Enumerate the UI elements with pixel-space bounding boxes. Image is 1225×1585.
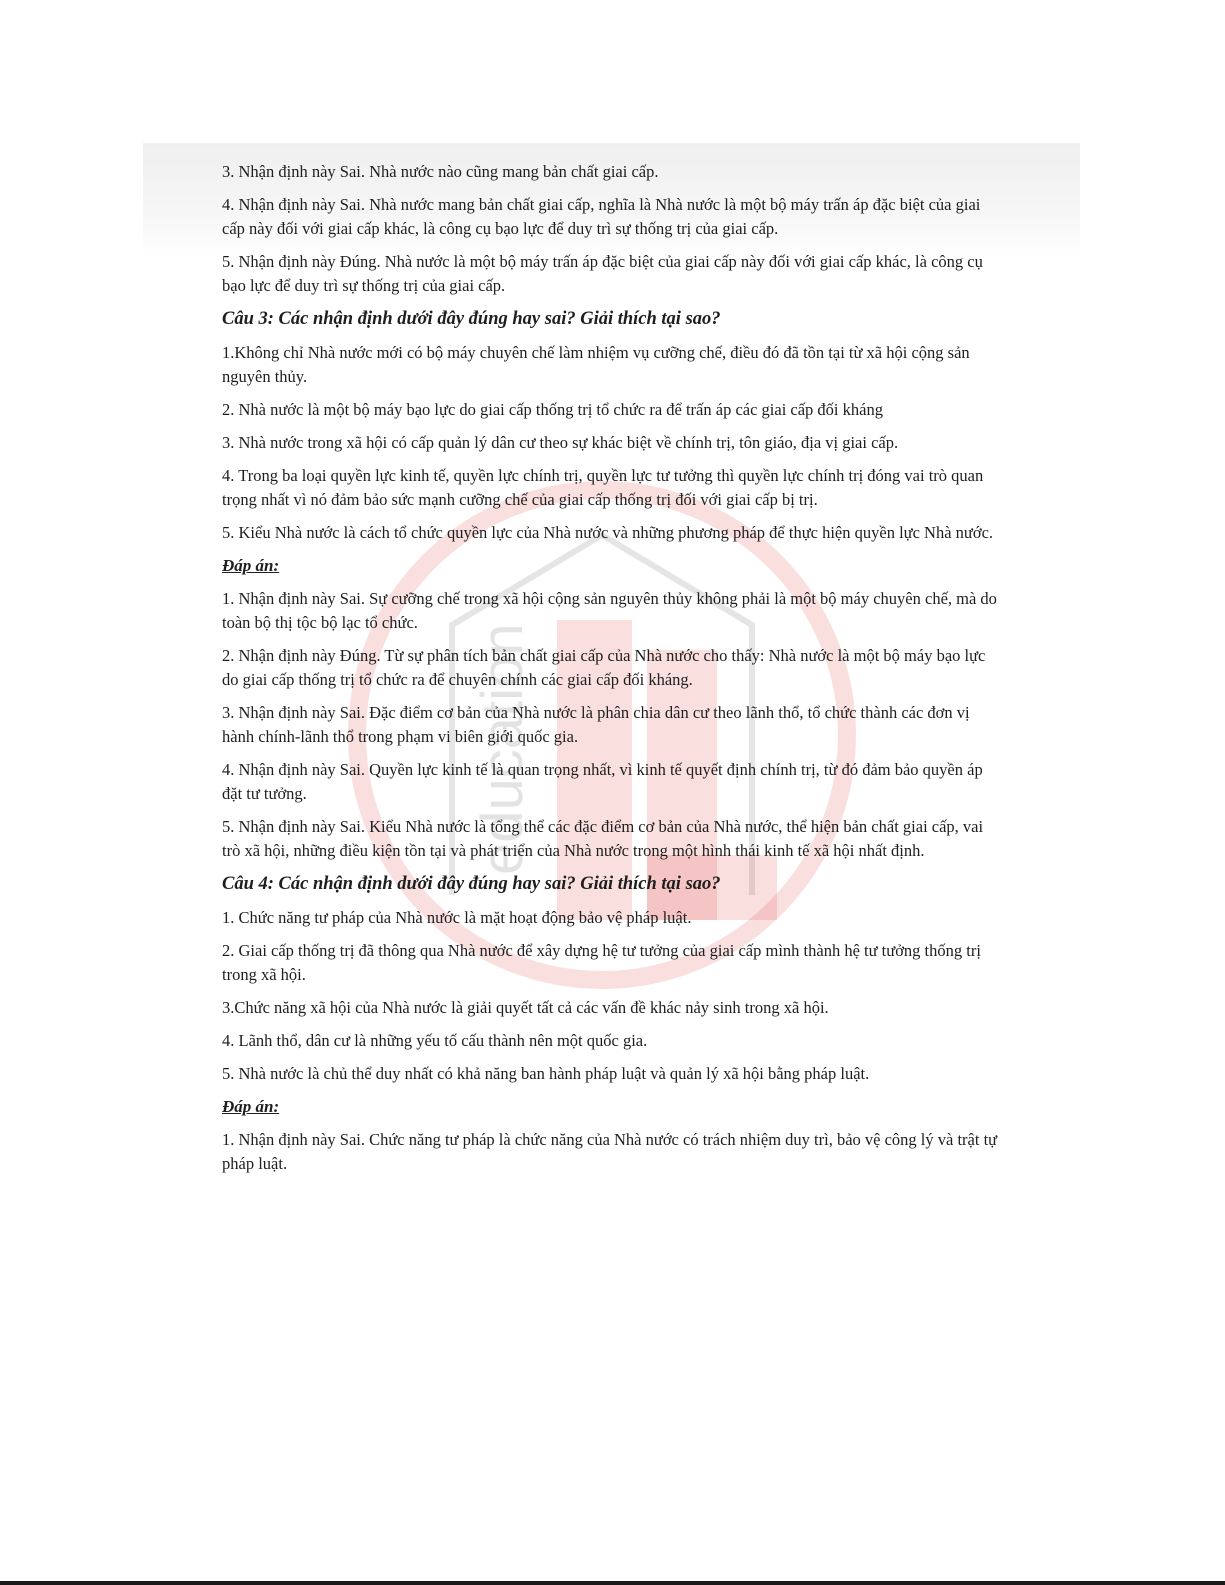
paragraph: 4. Lãnh thổ, dân cư là những yếu tố cấu thành nên một quốc gia. bbox=[222, 1031, 648, 1050]
paragraph: 3. Nhận định này Sai. Nhà nước nào cũng mang bản chất giai cấp. bbox=[222, 162, 659, 181]
paragraph: 5. Nhà nước là chủ thể duy nhất có khả năng ban hành pháp luật và quản lý xã hội bằng pháp luật. bbox=[222, 1064, 870, 1083]
paragraph: 1. Chức năng tư pháp của Nhà nước là mặt hoạt động bảo vệ pháp luật. bbox=[222, 908, 692, 927]
watermark-text: education bbox=[470, 623, 535, 875]
paragraph: 1. Nhận định này Sai. Sự cưỡng chế trong xã hội cộng sản nguyên thủy không phải là một bộ máy chuyên chế, mà do toàn bộ thị tộc bộ lạc tổ chức. bbox=[222, 589, 997, 632]
paragraph: 3.Chức năng xã hội của Nhà nước là giải quyết tất cả các vấn đề khác nảy sinh trong xã hội. bbox=[222, 998, 829, 1017]
paragraph: 2. Giai cấp thống trị đã thông qua Nhà nước để xây dựng hệ tư tưởng của giai cấp mình thành hệ tư tưởng thống trị trong xã hội. bbox=[222, 941, 981, 984]
answer-heading: Đáp án: bbox=[222, 1097, 280, 1116]
paragraph: 2. Nhà nước là một bộ máy bạo lực do giai cấp thống trị tổ chức ra để trấn áp các giai cấp đối kháng bbox=[222, 400, 883, 419]
answer-heading: Đáp án: bbox=[222, 556, 280, 575]
paragraph: 1. Nhận định này Sai. Chức năng tư pháp là chức năng của Nhà nước có trách nhiệm duy trì, bảo vệ công lý và trật tự pháp luật. bbox=[222, 1130, 998, 1173]
paragraph: 3. Nhà nước trong xã hội có cấp quản lý dân cư theo sự khác biệt về chính trị, tôn giáo, địa vị giai cấp. bbox=[222, 433, 899, 452]
paragraph: 2. Nhận định này Đúng. Từ sự phân tích bản chất giai cấp của Nhà nước cho thấy: Nhà nước là một bộ máy bạo lực do giai cấp thống trị tổ chức ra để chuyên chính các giai cấp đối kháng. bbox=[222, 646, 986, 689]
page-bottom-rule bbox=[0, 1581, 1225, 1585]
paragraph: 3. Nhận định này Sai. Đặc điểm cơ bản của Nhà nước là phân chia dân cư theo lãnh thổ, tổ chức thành các đơn vị hành chính-lãnh thổ trong phạm vi biên giới quốc gia. bbox=[222, 703, 970, 746]
question-heading: Câu 3: Các nhận định dưới đây đúng hay sai? Giải thích tại sao? bbox=[222, 309, 721, 329]
paragraph: 4. Trong ba loại quyền lực kinh tế, quyền lực chính trị, quyền lực tư tưởng thì quyền lực chính trị đóng vai trò quan trọng nhất vì nó đảm bảo sức mạnh cưỡng chế của giai cấp thống trị đối với giai cấp bị trị. bbox=[222, 466, 984, 509]
paragraph: 4. Nhận định này Sai. Nhà nước mang bản chất giai cấp, nghĩa là Nhà nước là một bộ máy trấn áp đặc biệt của giai cấp này đối với giai cấp khác, là công cụ bạo lực để duy trì sự thống trị của giai cấp. bbox=[222, 195, 981, 238]
document-body bbox=[222, 160, 1000, 1185]
paragraph: 5. Nhận định này Sai. Kiểu Nhà nước là tổng thể các đặc điểm cơ bản của Nhà nước, thể hiện bản chất giai cấp, vai trò xã hội, những điều kiện tồn tại và phát triển của Nhà nước trong một hình thái kinh tế xã hội nhất định. bbox=[222, 817, 984, 860]
paragraph: 1.Không chỉ Nhà nước mới có bộ máy chuyên chế làm nhiệm vụ cưỡng chế, điều đó đã tồn tại từ xã hội cộng sản nguyên thủy. bbox=[222, 343, 970, 386]
paragraph: 5. Nhận định này Đúng. Nhà nước là một bộ máy trấn áp đặc biệt của giai cấp này đối với giai cấp khác, là công cụ bạo lực để duy trì sự thống trị của giai cấp. bbox=[222, 252, 983, 295]
paragraph: 5. Kiểu Nhà nước là cách tổ chức quyền lực của Nhà nước và những phương pháp để thực hiện quyền lực Nhà nước. bbox=[222, 523, 994, 542]
paragraph: 4. Nhận định này Sai. Quyền lực kinh tế là quan trọng nhất, vì kinh tế quyết định chính trị, từ đó đảm bảo quyền áp đặt tư tưởng. bbox=[222, 760, 983, 803]
question-heading: Câu 4: Các nhận định dưới đây đúng hay sai? Giải thích tại sao? bbox=[222, 874, 721, 894]
